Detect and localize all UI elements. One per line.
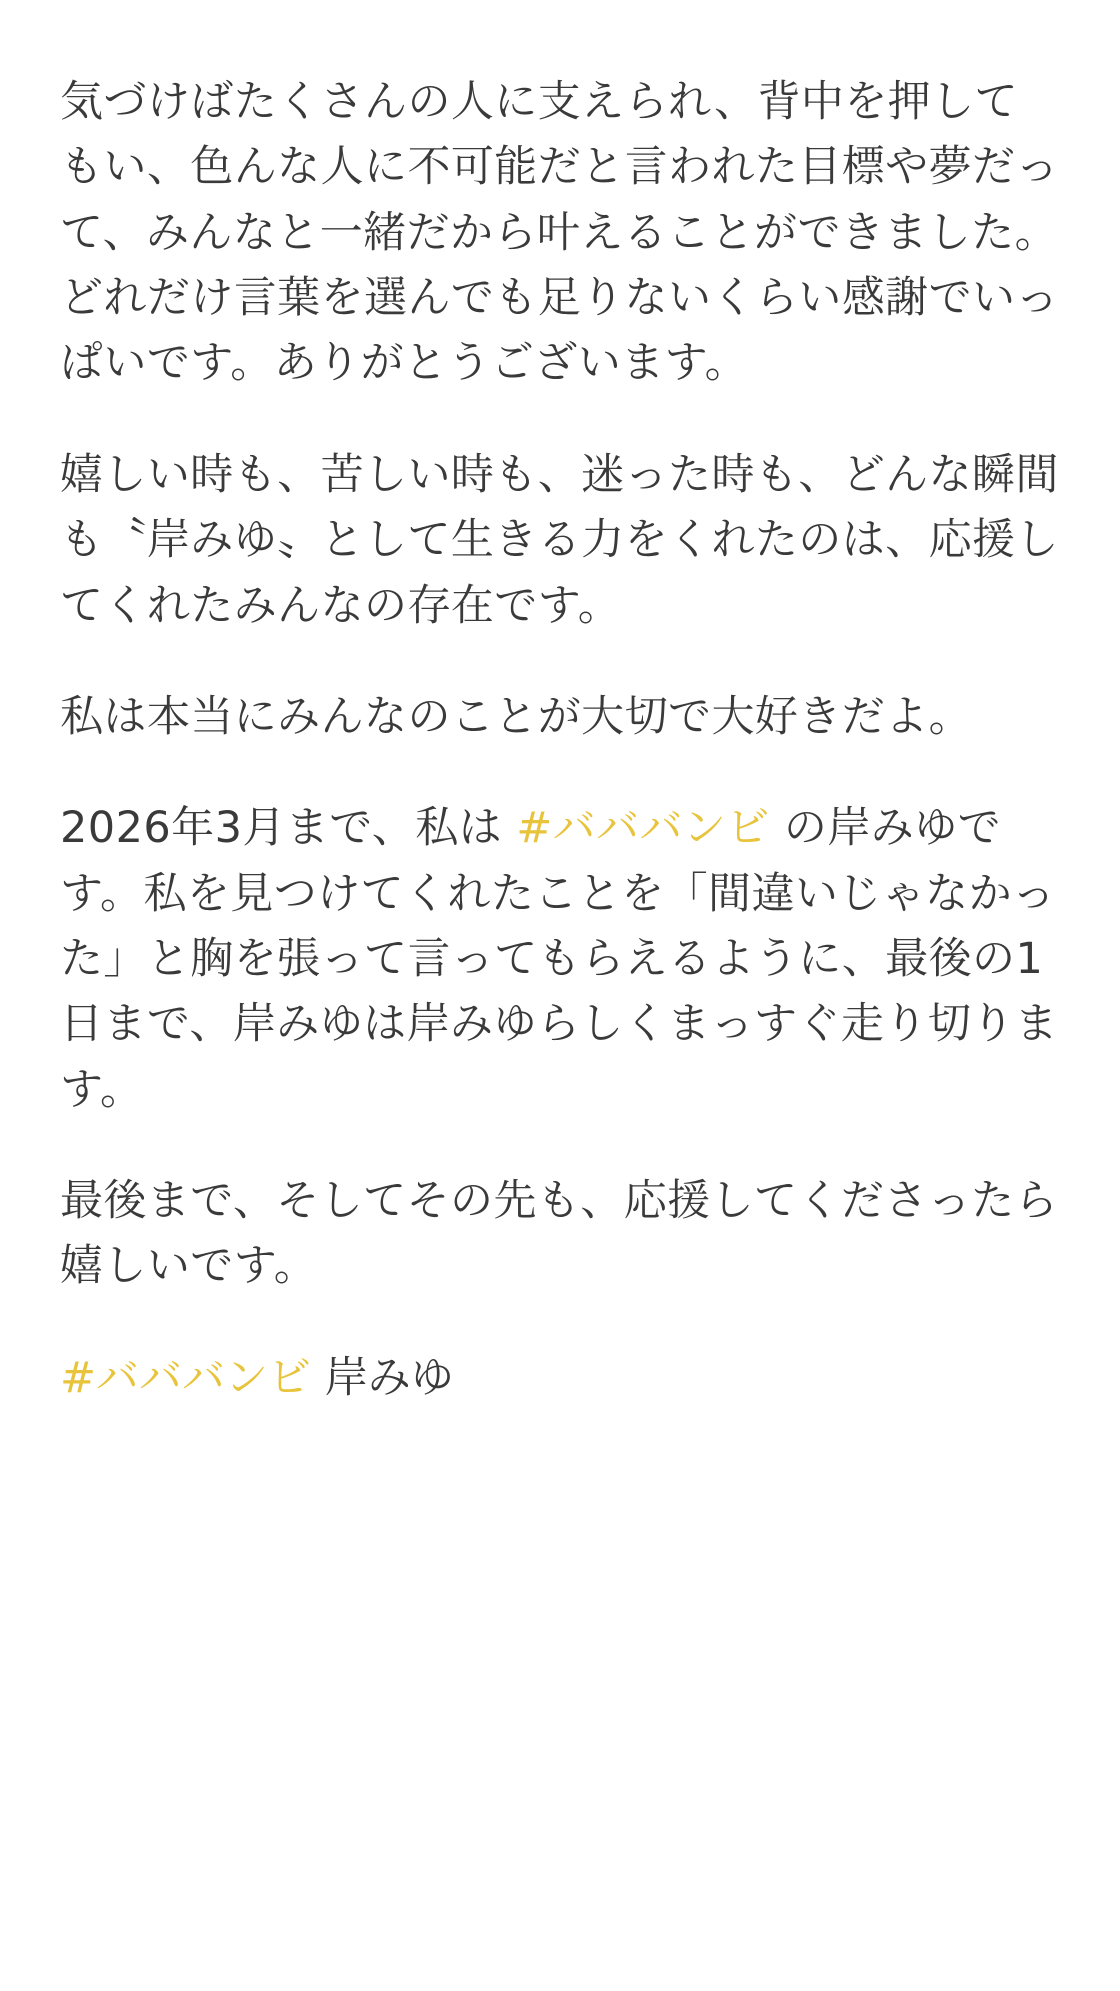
- signature-hashtag-link[interactable]: #バババンビ: [60, 1352, 312, 1403]
- paragraph-5-closing: 最後まで、そしてその先も、応援してくださったら嬉しいです。: [60, 1176, 1059, 1292]
- hashtag-link-bababambi[interactable]: #バババンビ: [516, 803, 770, 854]
- paragraph-4-with-hashtag: [60, 796, 1060, 1123]
- signature: [60, 1346, 1060, 1411]
- paragraph-4-text-after: の岸みゆです。私を見つけてくれたことを「間違いじゃなかった」と胸を張って言ってもらえるように、最後の1日まで、岸みゆは岸みゆらしくまっすぐ走り切ります。: [60, 803, 1059, 1115]
- statement-body: [60, 70, 1060, 1411]
- signature-name: 岸みゆ: [311, 1352, 454, 1403]
- paragraph-1: 気づけばたくさんの人に支えられ、背中を押してもい、色んな人に不可能だと言われた目標や夢だって、みんなと一緒だから叶えることができました。どれだけ言葉を選んでも足りないくらい感謝でいっぱいです。ありがとうございます。: [60, 77, 1059, 389]
- paragraph-2: 嬉しい時も、苦しい時も、迷った時も、どんな瞬間も〝岸みゆ〟として生きる力をくれたのは、応援してくれたみんなの存在です。: [60, 449, 1059, 631]
- paragraph-3: 私は本当にみんなのことが大切で大好きだよ。: [60, 691, 973, 742]
- paragraph-4-text-before: 2026年3月まで、私は: [60, 803, 517, 854]
